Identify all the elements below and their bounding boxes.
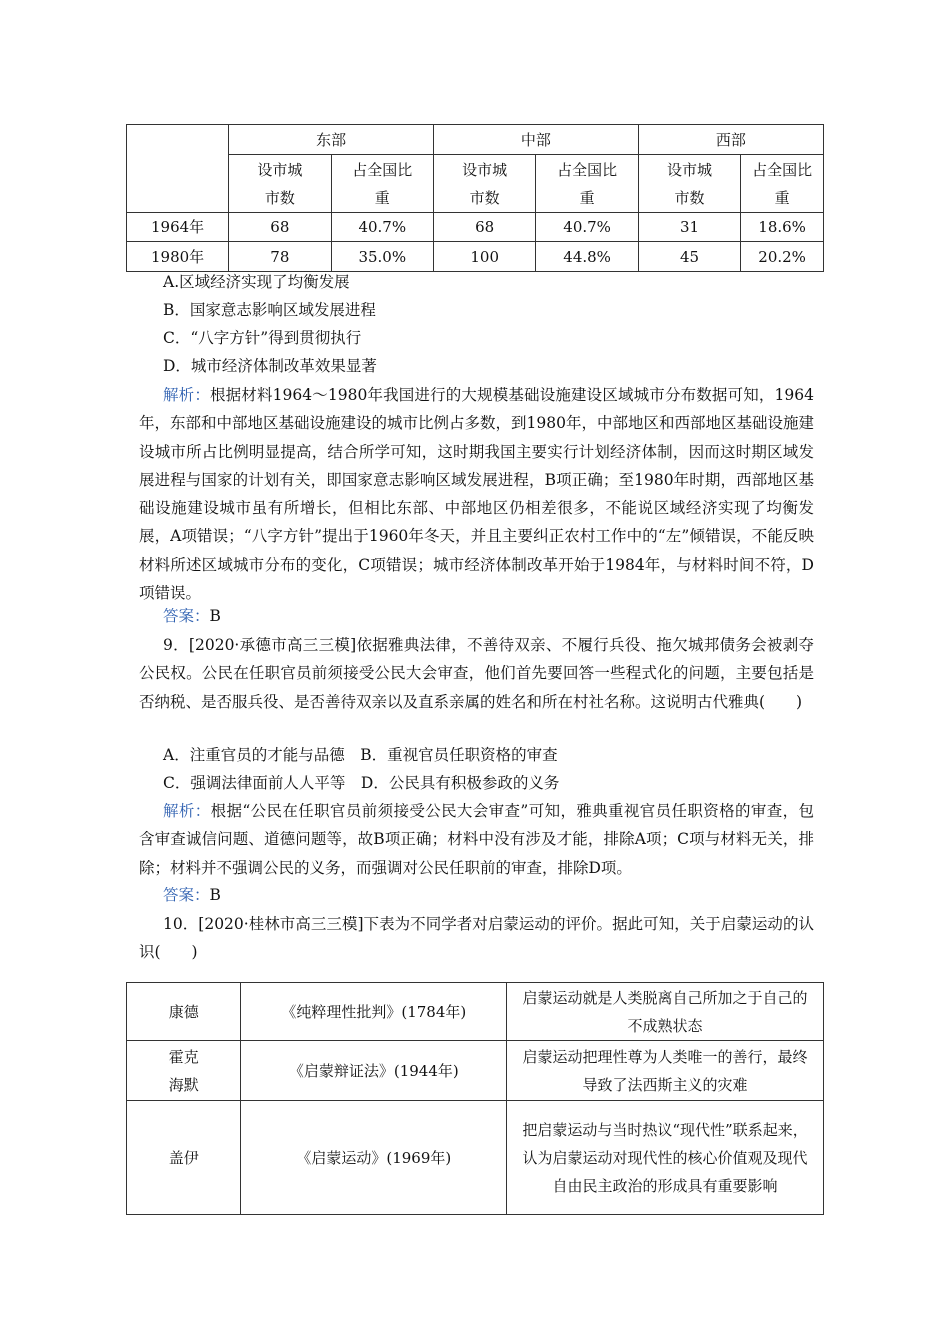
- scholar-cell: 霍克海默: [127, 1041, 241, 1101]
- q8-analysis: [139, 381, 814, 607]
- work-cell: 《启蒙运动》(1969年): [241, 1101, 507, 1215]
- q9-stem: 9．[2020·承德市高三三模]依据雅典法律，不善待双亲、不履行兵役、拖欠城邦债务会被剥夺公民权。公民在任职官员前须接受公民大会审查，他们首先要回答一些程式化的问题，主要包括是否纳税、是否服兵役、是否善待双亲以及直系亲属的姓名和所在村社名称。这说明古代雅典( ): [139, 636, 814, 711]
- q8-option-c: C．“八字方针”得到贯彻执行: [163, 329, 362, 347]
- analysis-label: 解析：: [163, 802, 211, 820]
- q10-stem: 10．[2020·桂林市高三三模]下表为不同学者对启蒙运动的评价。据此可知，关于启蒙运动的认识( ): [139, 915, 814, 962]
- sub-header: 占全国比重: [331, 155, 433, 213]
- sub-header: 占全国比重: [536, 155, 638, 213]
- table-cell: 45: [638, 242, 740, 272]
- sub-header: 设市城市数: [434, 155, 536, 213]
- answer-value: B: [209, 607, 221, 625]
- table-cell: 68: [229, 213, 331, 242]
- table-cell: 18.6%: [741, 213, 824, 242]
- table-cell: 44.8%: [536, 242, 638, 272]
- answer-label: 答案：: [163, 886, 210, 904]
- q8-option-b: B．国家意志影响区域发展进程: [163, 301, 376, 319]
- q8-answer: [163, 602, 221, 630]
- sub-header: 设市城市数: [229, 155, 331, 213]
- answer-value: B: [209, 886, 221, 904]
- enlightenment-table: [126, 982, 824, 1215]
- analysis-text: 根据材料1964～1980年我国进行的大规模基础设施建设区域城市分布数据可知，1964年，东部和中部地区基础设施建设的城市比例占多数，到1980年，中部地区和西部地区基础设施建设城市所占比例明显提高，结合所学可知，这时期我国主要实行计划经济体制，因而这时期区域发展进程与国家的计划有关，即国家意志影响区域发展进程，B项正确；至1980年时期，西部地区基础设施建设城市虽有所增长，但相比东部、中部地区仍相差很多，不能说区域经济实现了均衡发展，A项错误；“八字方针”提出于1960年冬天，并且主要纠正农村工作中的“左”倾错误，不能反映材料所述区域城市分布的变化，C项错误；城市经济体制改革开始于1984年，与材料时间不符，D项错误。: [139, 386, 814, 603]
- table-cell: 20.2%: [741, 242, 824, 272]
- q9-options-row2: [163, 769, 559, 797]
- q9-option-d: D．公民具有积极参政的义务: [360, 774, 560, 792]
- view-cell: 启蒙运动就是人类脱离自己所加之于自己的不成熟状态: [507, 983, 824, 1041]
- table-corner: [127, 125, 229, 213]
- q9-analysis: [139, 797, 814, 882]
- q9-options-row1: [163, 741, 558, 769]
- view-cell: 把启蒙运动与当时热议“现代性”联系起来，认为启蒙运动对现代性的核心价值观及现代自由民主政治的形成具有重要影响: [507, 1101, 824, 1215]
- work-cell: 《纯粹理性批判》(1784年): [241, 983, 507, 1041]
- analysis-text: 根据“公民在任职官员前须接受公民大会审查”可知，雅典重视官员任职资格的审查，包含审查诚信问题、道德问题等，故B项正确；材料中没有涉及才能，排除A项；C项与材料无关，排除；材料并不强调公民的义务，而强调对公民任职前的审查，排除D项。: [139, 802, 814, 877]
- region-header: 中部: [434, 125, 639, 155]
- work-cell: 《启蒙辩证法》(1944年): [241, 1041, 507, 1101]
- q9-answer: [163, 881, 221, 909]
- year-cell: 1964年: [127, 213, 229, 242]
- table-cell: 40.7%: [536, 213, 638, 242]
- view-cell: 启蒙运动把理性尊为人类唯一的善行，最终导致了法西斯主义的灾难: [507, 1041, 824, 1101]
- q8-option-a: A.区域经济实现了均衡发展: [163, 273, 350, 291]
- analysis-label: 解析：: [163, 386, 210, 404]
- q9-option-a: A．注重官员的才能与品德: [163, 746, 345, 764]
- table-cell: 35.0%: [331, 242, 433, 272]
- region-header: 西部: [638, 125, 823, 155]
- scholar-cell: 康德: [127, 983, 241, 1041]
- table-cell: 68: [434, 213, 536, 242]
- city-distribution-table: [126, 124, 824, 272]
- answer-label: 答案：: [163, 607, 210, 625]
- table-cell: 100: [434, 242, 536, 272]
- q8-option-d: D．城市经济体制改革效果显著: [163, 357, 377, 375]
- scholar-cell: 盖伊: [127, 1101, 241, 1215]
- q9-option-c: C．强调法律面前人人平等: [163, 774, 346, 792]
- sub-header: 占全国比重: [741, 155, 824, 213]
- q9-option-b: B．重视官员任职资格的审查: [360, 746, 558, 764]
- sub-header: 设市城市数: [638, 155, 740, 213]
- year-cell: 1980年: [127, 242, 229, 272]
- region-header: 东部: [229, 125, 434, 155]
- table-cell: 40.7%: [331, 213, 433, 242]
- table-cell: 31: [638, 213, 740, 242]
- table-cell: 78: [229, 242, 331, 272]
